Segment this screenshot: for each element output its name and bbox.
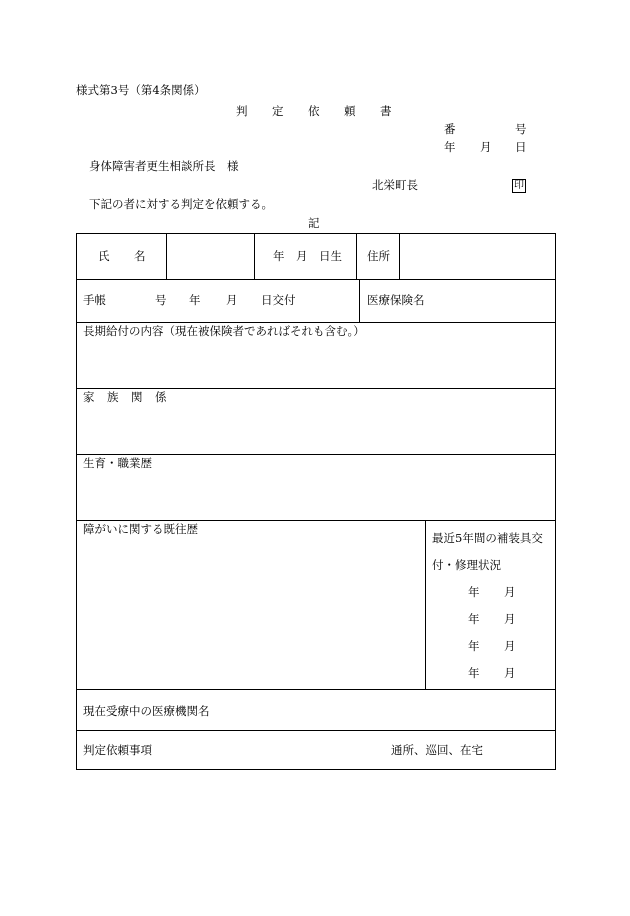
row-divider — [77, 454, 555, 455]
row-divider — [77, 689, 555, 690]
title-char: 頼 — [344, 104, 356, 118]
device-year: 年 — [468, 612, 480, 626]
pension-field[interactable] — [77, 340, 555, 387]
row-divider — [77, 520, 555, 521]
notebook-month-label: 月 — [226, 293, 238, 307]
date-month: 月 — [480, 140, 492, 154]
history-field[interactable] — [77, 538, 424, 688]
career-field[interactable] — [77, 472, 555, 519]
address-field[interactable] — [400, 234, 555, 279]
title-char: 判 — [236, 104, 248, 118]
sender: 北栄町長 — [372, 178, 418, 192]
device-month: 月 — [504, 639, 516, 653]
row-divider — [77, 388, 555, 389]
name-label: 名 — [134, 249, 146, 263]
form-table — [76, 233, 556, 770]
request-statement: 下記の者に対する判定を依頼する。 — [89, 197, 273, 211]
date-year: 年 — [444, 140, 456, 154]
name-label: 氏 — [98, 249, 110, 263]
title-char: 依 — [308, 104, 320, 118]
career-label: 生育・職業歴 — [83, 456, 152, 470]
notebook-issued-label: 日交付 — [261, 293, 296, 307]
col-divider — [425, 520, 426, 689]
device-year: 年 — [468, 666, 480, 680]
title-char: 定 — [272, 104, 284, 118]
family-label-char: 家 — [83, 390, 95, 404]
request-items-label: 判定依頼事項 — [83, 743, 152, 757]
address-label: 住所 — [367, 249, 390, 263]
ki-heading: 記 — [308, 216, 320, 230]
family-field[interactable] — [77, 406, 555, 453]
device-label: 最近5年間の補装具交 — [432, 531, 543, 545]
family-label-char: 係 — [155, 390, 167, 404]
date-day: 日 — [515, 140, 527, 154]
pension-label: 長期給付の内容（現在被保険者であればそれも含む。） — [83, 324, 365, 338]
request-options: 通所、巡回、在宅 — [391, 743, 483, 757]
insurance-label: 医療保険名 — [367, 293, 425, 307]
col-divider — [356, 234, 357, 279]
device-year: 年 — [468, 639, 480, 653]
device-month: 月 — [504, 666, 516, 680]
addressee: 身体障害者更生相談所長 様 — [89, 159, 239, 173]
title-char: 書 — [380, 104, 392, 118]
seal-mark: 印 — [514, 180, 524, 191]
device-year: 年 — [468, 585, 480, 599]
notebook-year-label: 年 — [189, 293, 201, 307]
row-divider — [77, 730, 555, 731]
device-month: 月 — [504, 612, 516, 626]
name-field[interactable] — [167, 234, 254, 279]
medical-institution-label: 現在受療中の医療機関名 — [83, 704, 210, 718]
device-month: 月 — [504, 585, 516, 599]
notebook-number-label: 号 — [155, 293, 167, 307]
number-label: 番 — [444, 122, 456, 136]
number-suffix: 号 — [515, 122, 527, 136]
history-label: 障がいに関する既往歴 — [83, 522, 198, 536]
col-divider — [359, 279, 360, 322]
birth-date-label: 年 月 日生 — [273, 249, 342, 263]
row-divider — [77, 279, 555, 280]
family-label-char: 族 — [107, 390, 119, 404]
notebook-label: 手帳 — [83, 293, 106, 307]
form-number: 様式第3号（第4条関係） — [76, 83, 206, 97]
device-label-cont: 付・修理状況 — [432, 558, 501, 572]
row-divider — [77, 322, 555, 323]
col-divider — [254, 234, 255, 279]
family-label-char: 関 — [131, 390, 143, 404]
